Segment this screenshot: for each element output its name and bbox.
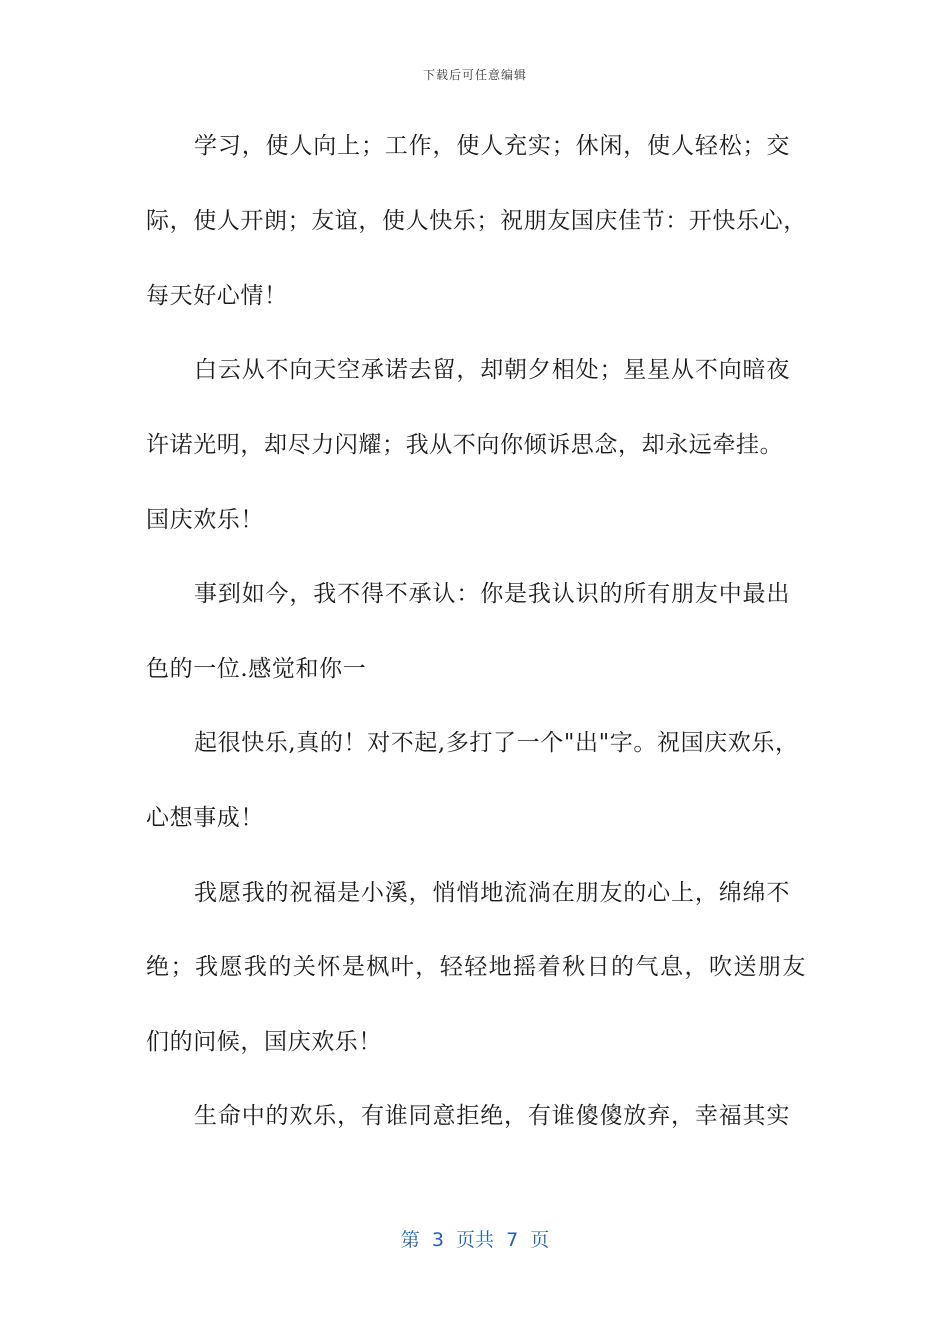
paragraph-line: 生命中的欢乐，有谁同意拒绝，有谁傻傻放弃，幸福其实	[194, 1103, 790, 1129]
paragraph-line: 心想事成！	[146, 805, 264, 831]
paragraph-line: 色的一位.感觉和你一	[146, 656, 367, 682]
paragraph-line: 许诺光明，却尽力闪耀；我从不向你倾诉思念，却永远牵挂。	[146, 432, 784, 458]
paragraph-line: 绝；我愿我的关怀是枫叶，轻轻地摇着秋日的气息，吹送朋友	[146, 954, 806, 980]
header-note: 下载后可任意编辑	[422, 68, 527, 82]
paragraph-line: 白云从不向天空承诺去留，却朝夕相处；星星从不向暗夜	[194, 357, 790, 383]
paragraph-line: 我愿我的祝福是小溪，悄悄地流淌在朋友的心上，绵绵不	[194, 880, 790, 906]
page-number: 第 3 页共 7 页	[400, 1229, 550, 1251]
paragraph-line: 们的问候，国庆欢乐！	[146, 1029, 382, 1055]
paragraph-line: 际，使人开朗；友谊，使人快乐；祝朋友国庆佳节：开快乐心，	[146, 208, 807, 234]
paragraph-line: 学习，使人向上；工作，使人充实；休闲，使人轻松；交	[194, 133, 790, 159]
paragraph-line: 每天好心情！	[146, 283, 288, 309]
paragraph-line: 国庆欢乐！	[146, 507, 264, 533]
paragraph-line: 起很快乐,真的！对不起,多打了一个"出"字。祝国庆欢乐，	[194, 730, 799, 756]
paragraph-line: 事到如今，我不得不承认：你是我认识的所有朋友中最出	[194, 581, 790, 607]
